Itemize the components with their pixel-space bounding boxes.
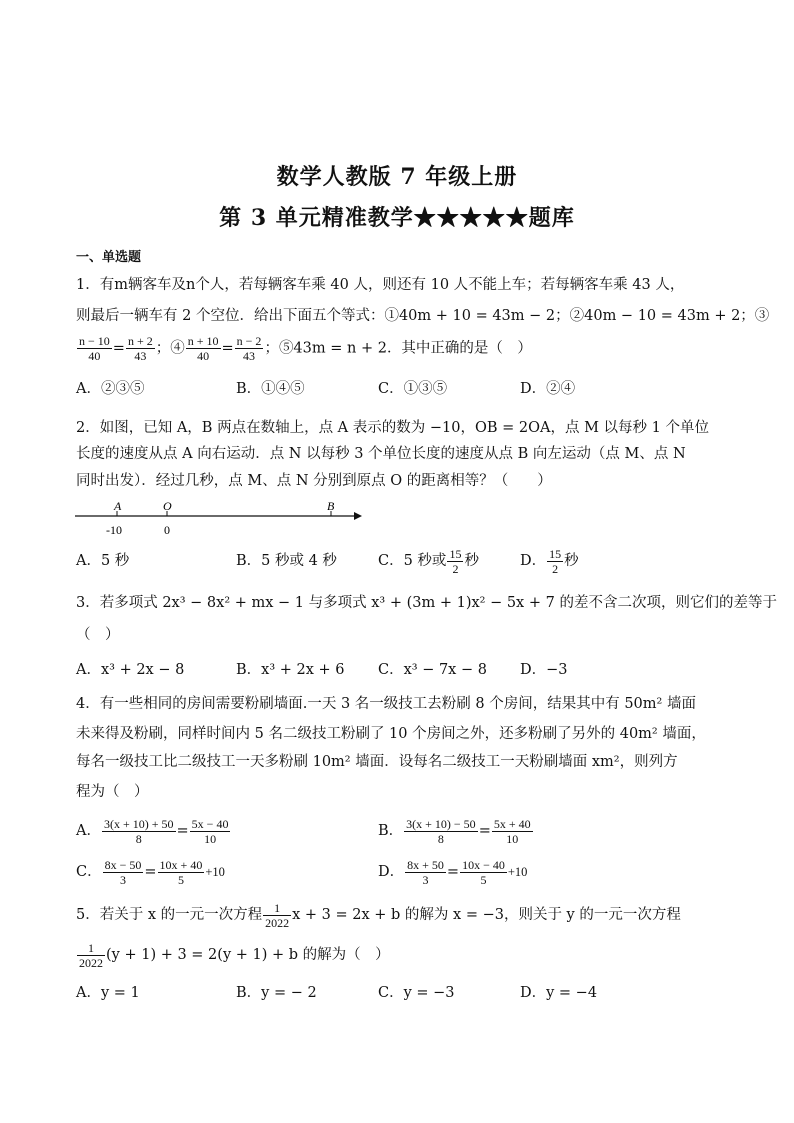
number-line: [70, 498, 370, 540]
q4-option-a[interactable]: A． $\frac{3(x + 10) + 50}{8}$ = $\frac{5x - 40}{10}$: [76, 816, 229, 846]
axis-label-b: B: [327, 499, 335, 513]
q5-option-c[interactable]: C．y = −3: [378, 985, 455, 1001]
axis-label-o: O: [163, 499, 172, 513]
q1-frac-4a: $\frac{n + 10}{40}$: [187, 334, 219, 363]
q1-line-1: 1．有m辆客车及n个人，若每辆客车乘 40 人，则还有 10 人不能上车；若每辆客车乘 43 人，: [76, 277, 685, 293]
q3-option-b[interactable]: B．x³ + 2x + 6: [236, 662, 345, 678]
section-heading: 一、单选题: [76, 250, 142, 265]
q5-line-1: 5．若关于 x 的一元一次方程 $\frac{1}{2022}$ x + 3 = 2x + b 的解为 x = −3，则关于 y 的一元一次方程: [76, 900, 681, 930]
q3-line-2: （ ）: [76, 627, 120, 643]
q5-option-b[interactable]: B．y = − 2: [236, 985, 317, 1001]
q4-option-b[interactable]: B． $\frac{3(x + 10) - 50}{8}$ = $\frac{5x + 40}{10}$: [378, 816, 531, 846]
q4-line-3: 每名一级技工比二级技工一天多粉刷 10m² 墙面．设每名二级技工一天粉刷墙面 xm²，则列方: [76, 754, 678, 770]
axis-label-a: A: [114, 499, 122, 513]
q3-option-d[interactable]: D．−3: [520, 662, 568, 678]
document-subtitle: 第 3 单元精准教学★★★★★题库: [219, 205, 575, 231]
q3-line-1: 3．若多项式 2x³ − 8x² + mx − 1 与多项式 x³ + (3m + 1)x² − 5x + 7 的差不含二次项，则它们的差等于: [76, 595, 777, 611]
q4-option-c[interactable]: C． $\frac{8x - 50}{3}$ = $\frac{10x + 40}{5}$ +10: [76, 857, 225, 887]
q3-option-a[interactable]: A．x³ + 2x − 8: [76, 662, 185, 678]
q4-line-4: 程为（ ）: [76, 784, 149, 800]
q2-line-3: 同时出发）．经过几秒，点 M、点 N 分别到原点 O 的距离相等？（ ）: [76, 473, 552, 489]
q2-option-b[interactable]: B．5 秒或 4 秒: [236, 553, 337, 569]
q1-line-3: $\frac{n - 10}{40}$ = $\frac{n + 2}{43}$ ；④ $\frac{n + 10}{40}$ = $\frac{n - 2}{43}$ ；⑤43m = n + 2．其中正确的是（ ）: [79, 334, 532, 363]
axis-value-o: 0: [164, 523, 170, 537]
q2-line-1: 2．如图，已知 A，B 两点在数轴上，点 A 表示的数为 −10，OB = 2OA，点 M 以每秒 1 个单位: [76, 420, 709, 436]
axis-value-a: -10: [106, 523, 122, 537]
q1-option-c[interactable]: C．①③⑤: [378, 381, 448, 397]
q5-option-d[interactable]: D．y = −4: [520, 985, 598, 1001]
q2-option-a[interactable]: A．5 秒: [76, 553, 130, 569]
q1-eq-5: ⑤43m = n + 2: [278, 340, 387, 357]
document-title: 数学人教版 7 年级上册: [276, 164, 518, 190]
q2-option-c[interactable]: C．5 秒或 $\frac{15}{2}$ 秒: [378, 546, 479, 576]
q4-option-d[interactable]: D． $\frac{8x + 50}{3}$ = $\frac{10x - 40}{5}$ +10: [378, 857, 528, 887]
arrow-icon: [354, 512, 362, 520]
q4-line-2: 未来得及粉刷，同样时间内 5 名二级技工粉刷了 10 个房间之外，还多粉刷了另外的 40m² 墙面，: [76, 726, 706, 742]
q1-frac-3a: $\frac{n - 10}{40}$: [79, 334, 110, 363]
q1-option-a[interactable]: A．②③⑤: [76, 381, 145, 397]
q4-line-1: 4．有一些相同的房间需要粉刷墙面.一天 3 名一级技工去粉刷 8 个房间，结果其中有 50m² 墙面: [76, 696, 696, 712]
q2-option-d[interactable]: D． $\frac{15}{2}$ 秒: [520, 546, 579, 576]
q1-option-d[interactable]: D．②④: [520, 381, 576, 397]
q5-line-2: $\frac{1}{2022}$ (y + 1) + 3 = 2(y + 1) + b 的解为（ ）: [79, 940, 390, 970]
q2-line-2: 长度的速度从点 A 向右运动．点 N 以每秒 3 个单位长度的速度从点 B 向左运动（点 M、点 N: [76, 446, 686, 462]
q5-option-a[interactable]: A．y = 1: [76, 985, 140, 1001]
q3-option-c[interactable]: C．x³ − 7x − 8: [378, 662, 487, 678]
q1-frac-3b: $\frac{n + 2}{43}$: [127, 334, 153, 363]
q1-question: ．其中正确的是（ ）: [386, 340, 532, 357]
q1-line-2: 则最后一辆车有 2 个空位．给出下面五个等式：①40m + 10 = 43m − 2；②40m − 10 = 43m + 2；③: [76, 308, 770, 324]
q1-frac-4b: $\frac{n - 2}{43}$: [236, 334, 262, 363]
q1-option-b[interactable]: B．①④⑤: [236, 381, 305, 397]
